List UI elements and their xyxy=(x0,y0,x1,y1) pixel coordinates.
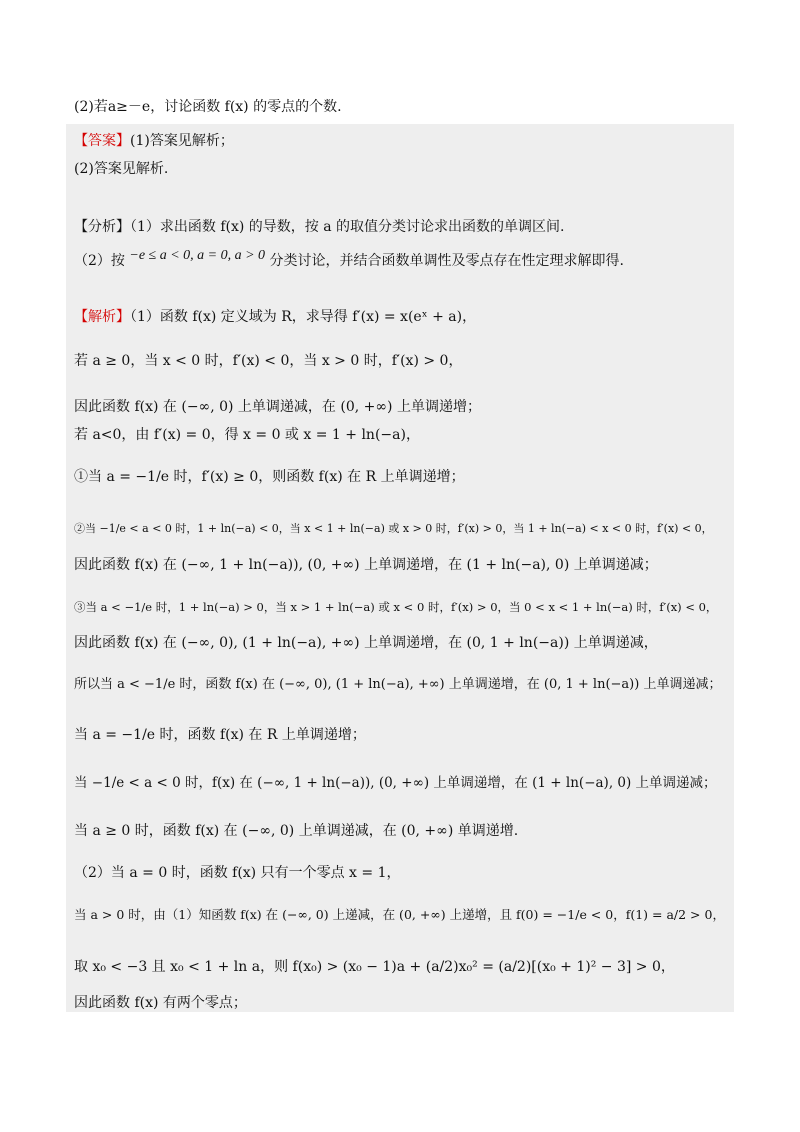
solution-line-13: 当 a ≥ 0 时，函数 f(x) 在 (−∞, 0) 上单调递减，在 (0, +∞) 单调递增. xyxy=(74,823,519,839)
analysis-text-1: （1）求出函数 f(x) 的导数，按 a 的取值分类讨论求出函数的单调区间. xyxy=(130,219,565,235)
analysis-condition: −e ≤ a < 0, a = 0, a > 0 xyxy=(129,248,266,263)
solution-line-3: 因此函数 f(x) 在 (−∞, 0) 上单调递减，在 (0, +∞) 上单调递增； xyxy=(74,399,481,415)
analysis-text-2b: 分类讨论，并结合函数单调性及零点存在性定理求解即得. xyxy=(269,253,624,269)
analysis-text-2a: （2）按 xyxy=(74,253,125,269)
solution-line-9: 因此函数 f(x) 在 (−∞, 0), (1 + ln(−a), +∞) 上单调递增，在 (0, 1 + ln(−a)) 上单调递减， xyxy=(74,635,658,651)
solution-line-14: （2）当 a = 0 时，函数 f(x) 只有一个零点 x = 1， xyxy=(74,865,401,881)
analysis-line-2 xyxy=(74,248,624,271)
solution-line-15: 当 a > 0 时，由（1）知函数 f(x) 在 (−∞, 0) 上递减，在 (0, +∞) 上递增，且 f(0) = −1/e < 0，f(1) = a/2 > 0， xyxy=(74,907,725,922)
solution-line-16: 取 x₀ < −3 且 x₀ < 1 + ln a，则 f(x₀) > (x₀ − 1)a + (a/2)x₀² = (a/2)[(x₀ + 1)² − 3] > 0， xyxy=(74,959,675,975)
solution-line-1 xyxy=(74,308,476,326)
answer-line-2: (2)答案见解析. xyxy=(74,161,169,177)
solution-line-12: 当 −1/e < a < 0 时，f(x) 在 (−∞, 1 + ln(−a)), (0, +∞) 上单调递增，在 (1 + ln(−a), 0) 上单调递减； xyxy=(74,775,717,791)
solution-line-10: 所以当 a < −1/e 时，函数 f(x) 在 (−∞, 0), (1 + ln(−a), +∞) 上单调递增，在 (0, 1 + ln(−a)) 上单调递减； xyxy=(74,677,722,692)
solution-line-7: 因此函数 f(x) 在 (−∞, 1 + ln(−a)), (0, +∞) 上单调递增，在 (1 + ln(−a), 0) 上单调递减； xyxy=(74,557,658,573)
solution-line-11: 当 a = −1/e 时，函数 f(x) 在 R 上单调递增； xyxy=(74,727,366,743)
solution-line-6: ②当 −1/e < a < 0 时，1 + ln(−a) < 0，当 x < 1 + ln(−a) 或 x > 0 时，f′(x) > 0，当 1 + ln(−a) < x < 0 时，f′(x) < 0， xyxy=(74,522,713,535)
solution-line-4: 若 a<0，由 f′(x) = 0，得 x = 0 或 x = 1 + ln(−a)， xyxy=(74,427,420,443)
solution-text-1: （1）函数 f(x) 定义域为 R，求导得 f′(x) = x(eˣ + a)， xyxy=(130,309,477,325)
solution-line-2: 若 a ≥ 0，当 x < 0 时，f′(x) < 0，当 x > 0 时，f′(x) > 0， xyxy=(74,353,463,369)
question-part-2: (2)若a≥－e，讨论函数 f(x) 的零点的个数. xyxy=(74,99,342,115)
analysis-line-1 xyxy=(74,218,565,236)
answer-line-1 xyxy=(74,132,234,150)
solution-tag: 【解析】 xyxy=(74,309,130,325)
answer-tag: 【答案】 xyxy=(74,133,130,149)
analysis-tag: 【分析】 xyxy=(74,219,130,235)
solution-line-5: ①当 a = −1/e 时，f′(x) ≥ 0，则函数 f(x) 在 R 上单调递增； xyxy=(74,469,465,485)
answer-text-1: (1)答案见解析； xyxy=(130,133,234,149)
solution-line-8: ③当 a < −1/e 时，1 + ln(−a) > 0，当 x > 1 + ln(−a) 或 x < 0 时，f′(x) > 0，当 0 < x < 1 + ln(−a) 时，f′(x) < 0， xyxy=(74,600,718,614)
solution-line-17: 因此函数 f(x) 有两个零点； xyxy=(74,995,247,1011)
